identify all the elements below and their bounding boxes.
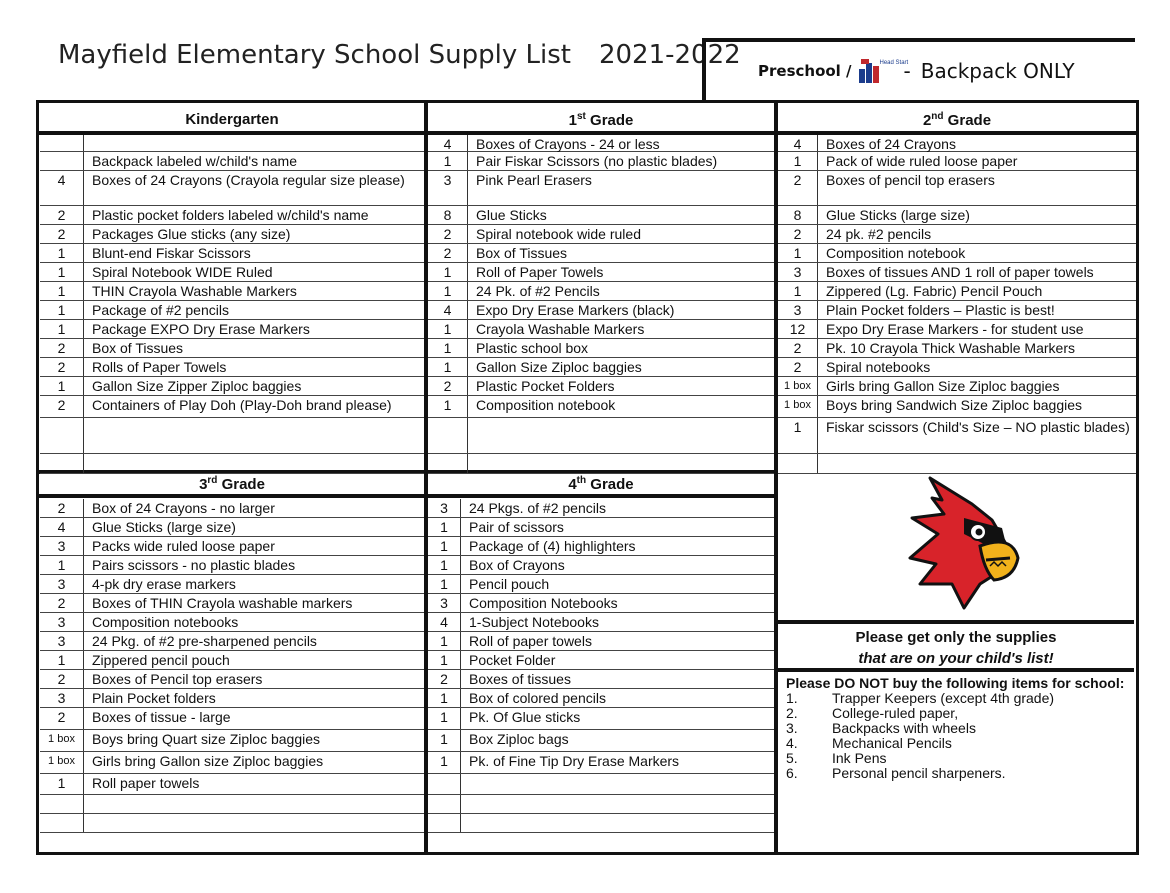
item-description: Package of #2 pencils bbox=[92, 302, 229, 318]
grade2-header: 2nd Grade bbox=[922, 111, 992, 129]
list-item bbox=[428, 537, 774, 556]
item-description: Boxes of pencil top erasers bbox=[826, 172, 995, 188]
item-quantity: 4 bbox=[428, 135, 468, 151]
grade3-header: 3rd Grade bbox=[199, 475, 265, 493]
item-description: Composition notebook bbox=[476, 397, 616, 413]
list-item bbox=[40, 575, 424, 594]
item-quantity: 3 bbox=[778, 263, 818, 281]
item-text: Personal pencil sharpeners. bbox=[832, 765, 1006, 781]
list-item bbox=[428, 670, 774, 689]
preschool-label: Preschool / bbox=[758, 62, 852, 80]
list-item bbox=[778, 320, 1136, 339]
item-description: Spiral notebook wide ruled bbox=[476, 226, 641, 242]
item-quantity bbox=[40, 418, 84, 453]
item-quantity: 3 bbox=[40, 632, 84, 650]
grade3-list bbox=[40, 499, 424, 833]
list-item bbox=[40, 708, 424, 730]
item-quantity: 2 bbox=[778, 358, 818, 376]
item-description: Roll of Paper Towels bbox=[476, 264, 604, 280]
list-item bbox=[40, 377, 424, 396]
item-number: 3. bbox=[786, 720, 798, 736]
item-description: Box Ziploc bags bbox=[469, 731, 569, 747]
list-item bbox=[428, 206, 774, 225]
item-description: Boxes of Pencil top erasers bbox=[92, 671, 263, 687]
item-quantity: 1 box bbox=[40, 730, 84, 751]
preschool-box bbox=[702, 38, 1135, 100]
cardinal-mascot bbox=[902, 474, 1022, 612]
item-description bbox=[468, 454, 774, 455]
item-description: Pair of scissors bbox=[469, 519, 564, 535]
do-not-buy-item bbox=[786, 751, 1131, 766]
list-item bbox=[428, 689, 774, 708]
item-description: Pink Pearl Erasers bbox=[476, 172, 592, 188]
list-item bbox=[40, 670, 424, 689]
item-quantity: 1 bbox=[428, 320, 468, 338]
item-quantity: 1 bbox=[428, 282, 468, 300]
list-item bbox=[778, 418, 1136, 454]
item-quantity: 2 bbox=[428, 225, 468, 243]
item-quantity: 1 bbox=[428, 575, 461, 593]
list-item bbox=[778, 225, 1136, 244]
item-description: Roll paper towels bbox=[92, 775, 200, 791]
list-item bbox=[428, 575, 774, 594]
list-item bbox=[778, 152, 1136, 171]
item-description: THIN Crayola Washable Markers bbox=[92, 283, 297, 299]
item-quantity: 1 box bbox=[778, 377, 818, 395]
item-description: Box of Tissues bbox=[476, 245, 568, 261]
item-description bbox=[84, 814, 424, 815]
list-item bbox=[40, 594, 424, 613]
list-item bbox=[428, 135, 774, 152]
item-quantity bbox=[428, 814, 461, 832]
item-quantity bbox=[40, 795, 84, 813]
item-quantity: 2 bbox=[778, 339, 818, 357]
item-description: Pack of wide ruled loose paper bbox=[826, 153, 1018, 169]
head-start-logo-text: Head Start bbox=[879, 60, 909, 66]
item-description: Composition notebook bbox=[826, 245, 966, 261]
list-item bbox=[40, 537, 424, 556]
item-description: Backpack labeled w/child's name bbox=[92, 153, 298, 169]
item-description: 24 Pkgs. of #2 pencils bbox=[469, 500, 606, 516]
list-item bbox=[778, 339, 1136, 358]
item-description: Spiral notebooks bbox=[826, 359, 931, 375]
item-description: Boxes of THIN Crayola washable markers bbox=[92, 595, 353, 611]
list-item bbox=[428, 282, 774, 301]
item-description: 4-pk dry erase markers bbox=[92, 576, 236, 592]
list-item bbox=[40, 418, 424, 454]
item-quantity bbox=[40, 814, 84, 832]
item-quantity: 1 bbox=[428, 518, 461, 536]
item-quantity: 1 bbox=[428, 396, 468, 417]
head-start-logo bbox=[858, 57, 909, 85]
list-item bbox=[40, 814, 424, 833]
item-quantity: 1 bbox=[40, 556, 84, 574]
grade2-list bbox=[778, 135, 1136, 474]
item-description: Boys bring Sandwich Size Ziploc baggies bbox=[826, 397, 1083, 413]
item-quantity: 1 bbox=[40, 774, 84, 794]
item-description bbox=[818, 454, 1136, 455]
item-text: College-ruled paper, bbox=[832, 705, 959, 721]
item-description: Box of Crayons bbox=[469, 557, 565, 573]
list-item bbox=[428, 358, 774, 377]
list-item bbox=[428, 418, 774, 454]
do-not-buy-item bbox=[786, 691, 1131, 706]
item-description: Spiral Notebook WIDE Ruled bbox=[92, 264, 273, 280]
list-item bbox=[428, 396, 774, 418]
item-text: Ink Pens bbox=[832, 750, 887, 766]
list-item bbox=[428, 651, 774, 670]
item-quantity: 2 bbox=[428, 670, 461, 688]
list-item bbox=[40, 301, 424, 320]
item-description: Plastic pocket folders labeled w/child's name bbox=[92, 207, 369, 223]
item-description: 1-Subject Notebooks bbox=[469, 614, 599, 630]
list-item bbox=[40, 396, 424, 418]
list-item bbox=[428, 795, 774, 814]
item-quantity: 2 bbox=[40, 594, 84, 612]
item-quantity: 2 bbox=[40, 708, 84, 729]
item-description: Expo Dry Erase Markers (black) bbox=[476, 302, 675, 318]
item-quantity: 3 bbox=[428, 171, 468, 205]
item-description: Roll of paper towels bbox=[469, 633, 592, 649]
grade1-header: 1st Grade bbox=[568, 111, 634, 129]
item-description: Packs wide ruled loose paper bbox=[92, 538, 275, 554]
item-quantity: 2 bbox=[40, 358, 84, 376]
list-item bbox=[428, 320, 774, 339]
do-not-buy-item bbox=[786, 766, 1131, 781]
item-description: Plain Pocket folders – Plastic is best! bbox=[826, 302, 1055, 318]
item-quantity: 4 bbox=[778, 135, 818, 151]
item-description bbox=[461, 795, 774, 796]
list-item bbox=[778, 454, 1136, 474]
list-item bbox=[428, 152, 774, 171]
item-description: Plain Pocket folders bbox=[92, 690, 216, 706]
item-description bbox=[84, 795, 424, 796]
list-item bbox=[40, 244, 424, 263]
list-item bbox=[40, 689, 424, 708]
item-quantity: 1 bbox=[40, 301, 84, 319]
kindergarten-header: Kindergarten bbox=[185, 111, 279, 128]
item-description: Boys bring Quart size Ziploc baggies bbox=[92, 731, 320, 747]
item-description: Boxes of tissues AND 1 roll of paper towels bbox=[826, 264, 1094, 280]
item-quantity: 2 bbox=[428, 377, 468, 395]
list-item bbox=[428, 499, 774, 518]
item-quantity: 1 bbox=[428, 689, 461, 707]
title-text: Mayfield Elementary School Supply List bbox=[58, 40, 571, 70]
item-quantity: 2 bbox=[40, 339, 84, 357]
item-description: Pocket Folder bbox=[469, 652, 556, 668]
item-description: 24 Pkg. of #2 pre-sharpened pencils bbox=[92, 633, 317, 649]
item-quantity: 1 bbox=[428, 651, 461, 669]
item-quantity: 1 bbox=[428, 632, 461, 650]
item-quantity: 1 bbox=[40, 320, 84, 338]
item-description: Rolls of Paper Towels bbox=[92, 359, 227, 375]
list-item bbox=[40, 358, 424, 377]
item-description: Packages Glue sticks (any size) bbox=[92, 226, 291, 242]
list-item bbox=[40, 152, 424, 171]
list-item bbox=[778, 206, 1136, 225]
item-quantity: 3 bbox=[40, 575, 84, 593]
item-quantity: 2 bbox=[428, 244, 468, 262]
item-quantity: 1 bbox=[778, 418, 818, 453]
grade4-header: 4th Grade bbox=[568, 475, 634, 493]
item-description: Package of (4) highlighters bbox=[469, 538, 636, 554]
item-description: Gallon Size Zipper Ziploc baggies bbox=[92, 378, 302, 394]
item-quantity: 1 bbox=[778, 282, 818, 300]
list-item bbox=[40, 454, 424, 474]
item-quantity: 4 bbox=[40, 171, 84, 205]
item-quantity: 1 bbox=[778, 244, 818, 262]
item-description: Gallon Size Ziploc baggies bbox=[476, 359, 642, 375]
item-description: Box of colored pencils bbox=[469, 690, 606, 706]
item-quantity: 4 bbox=[428, 301, 468, 319]
item-quantity: 1 bbox=[428, 537, 461, 555]
item-text: Trapper Keepers (except 4th grade) bbox=[832, 690, 1055, 706]
item-description: Pk. Of Glue sticks bbox=[469, 709, 581, 725]
list-item bbox=[428, 339, 774, 358]
item-description: Box of Tissues bbox=[92, 340, 184, 356]
item-description: Crayola Washable Markers bbox=[476, 321, 645, 337]
item-description: Package EXPO Dry Erase Markers bbox=[92, 321, 310, 337]
item-quantity: 1 bbox=[428, 708, 461, 729]
item-quantity: 1 bbox=[428, 752, 461, 773]
list-item bbox=[778, 135, 1136, 152]
item-quantity: 2 bbox=[40, 206, 84, 224]
list-item bbox=[428, 814, 774, 833]
item-description: Composition Notebooks bbox=[469, 595, 618, 611]
item-number: 4. bbox=[786, 735, 798, 751]
item-description: Boxes of 24 Crayons (Crayola regular size please) bbox=[92, 172, 405, 188]
list-item bbox=[778, 396, 1136, 418]
item-quantity: 2 bbox=[40, 396, 84, 417]
item-quantity: 2 bbox=[40, 499, 84, 517]
item-description: Pk. of Fine Tip Dry Erase Markers bbox=[469, 753, 680, 769]
item-quantity: 1 bbox=[428, 358, 468, 376]
list-item bbox=[428, 613, 774, 632]
item-description: Plastic Pocket Folders bbox=[476, 378, 615, 394]
item-description: Girls bring Gallon Size Ziploc baggies bbox=[826, 378, 1060, 394]
item-quantity: 1 bbox=[778, 152, 818, 170]
item-quantity: 4 bbox=[428, 613, 461, 631]
list-item bbox=[428, 518, 774, 537]
item-description: 24 Pk. of #2 Pencils bbox=[476, 283, 600, 299]
item-description: Boxes of Crayons - 24 or less bbox=[476, 136, 660, 152]
item-quantity: 8 bbox=[778, 206, 818, 224]
item-number: 6. bbox=[786, 765, 798, 781]
item-description: Plastic school box bbox=[476, 340, 589, 356]
list-item bbox=[778, 377, 1136, 396]
item-quantity: 1 bbox=[40, 263, 84, 281]
item-quantity: 3 bbox=[778, 301, 818, 319]
preschool-dash: - bbox=[903, 59, 911, 83]
item-quantity bbox=[428, 454, 468, 473]
item-quantity: 3 bbox=[40, 537, 84, 555]
list-item bbox=[40, 632, 424, 651]
item-quantity bbox=[778, 454, 818, 473]
item-description: 24 pk. #2 pencils bbox=[826, 226, 932, 242]
item-description bbox=[461, 774, 774, 775]
list-item bbox=[428, 708, 774, 730]
item-number: 1. bbox=[786, 690, 798, 706]
item-quantity: 1 bbox=[428, 152, 468, 170]
list-item bbox=[40, 171, 424, 206]
item-quantity bbox=[428, 418, 468, 453]
list-item bbox=[40, 206, 424, 225]
item-description: Girls bring Gallon size Ziploc baggies bbox=[92, 753, 324, 769]
item-quantity: 1 bbox=[428, 339, 468, 357]
page-title bbox=[58, 40, 741, 70]
item-description: Containers of Play Doh (Play-Doh brand please) bbox=[92, 397, 392, 413]
list-item bbox=[778, 358, 1136, 377]
list-item bbox=[40, 263, 424, 282]
item-description: Zippered pencil pouch bbox=[92, 652, 230, 668]
item-quantity: 2 bbox=[778, 225, 818, 243]
item-quantity: 3 bbox=[428, 499, 461, 517]
item-description: Blunt-end Fiskar Scissors bbox=[92, 245, 251, 261]
do-not-buy-list bbox=[786, 676, 1131, 781]
list-item bbox=[428, 171, 774, 206]
item-description: Pencil pouch bbox=[469, 576, 550, 592]
item-description: Pk. 10 Crayola Thick Washable Markers bbox=[826, 340, 1075, 356]
list-item bbox=[778, 171, 1136, 206]
item-quantity bbox=[40, 152, 84, 170]
do-not-buy-item bbox=[786, 706, 1131, 721]
school-year: 2021-2022 bbox=[598, 40, 741, 70]
item-description bbox=[84, 135, 424, 136]
notice-line-2: that are on your child's list! bbox=[858, 650, 1054, 667]
item-description: Boxes of tissue - large bbox=[92, 709, 231, 725]
item-quantity: 1 bbox=[40, 244, 84, 262]
list-item bbox=[428, 301, 774, 320]
list-item bbox=[428, 774, 774, 795]
list-item bbox=[40, 795, 424, 814]
item-quantity: 3 bbox=[40, 689, 84, 707]
item-description bbox=[468, 418, 774, 419]
do-not-buy-item bbox=[786, 736, 1131, 751]
item-description bbox=[84, 454, 424, 455]
item-quantity: 2 bbox=[40, 670, 84, 688]
list-item bbox=[428, 556, 774, 575]
grade1-list bbox=[428, 135, 774, 474]
list-item bbox=[778, 301, 1136, 320]
item-description bbox=[461, 814, 774, 815]
item-quantity bbox=[40, 454, 84, 473]
item-quantity: 1 bbox=[40, 377, 84, 395]
item-description: Glue Sticks (large size) bbox=[92, 519, 236, 535]
item-quantity: 8 bbox=[428, 206, 468, 224]
item-quantity: 1 bbox=[40, 282, 84, 300]
item-quantity: 1 bbox=[428, 556, 461, 574]
list-item bbox=[428, 225, 774, 244]
list-item bbox=[40, 613, 424, 632]
item-quantity: 2 bbox=[40, 225, 84, 243]
list-item bbox=[40, 651, 424, 670]
notice-line-1: Please get only the supplies bbox=[855, 629, 1057, 646]
item-quantity: 1 bbox=[428, 263, 468, 281]
list-item bbox=[428, 244, 774, 263]
do-not-buy-item bbox=[786, 721, 1131, 736]
item-number: 5. bbox=[786, 750, 798, 766]
item-quantity: 4 bbox=[40, 518, 84, 536]
list-item bbox=[40, 225, 424, 244]
item-description: Composition notebooks bbox=[92, 614, 239, 630]
item-description: Glue Sticks bbox=[476, 207, 547, 223]
item-quantity: 3 bbox=[40, 613, 84, 631]
item-description: Boxes of tissues bbox=[469, 671, 571, 687]
list-item bbox=[778, 282, 1136, 301]
item-quantity: 1 bbox=[428, 730, 461, 751]
list-item bbox=[40, 282, 424, 301]
preschool-note: Backpack ONLY bbox=[920, 59, 1075, 83]
list-item bbox=[428, 594, 774, 613]
do-not-buy-heading: Please DO NOT buy the following items for school: bbox=[786, 675, 1125, 691]
item-description: Pair Fiskar Scissors (no plastic blades) bbox=[476, 153, 718, 169]
item-quantity bbox=[40, 135, 84, 151]
list-item bbox=[40, 556, 424, 575]
list-item bbox=[428, 730, 774, 752]
list-item bbox=[40, 752, 424, 774]
item-text: Mechanical Pencils bbox=[832, 735, 952, 751]
item-description: Expo Dry Erase Markers - for student use bbox=[826, 321, 1084, 337]
list-item bbox=[40, 320, 424, 339]
item-text: Backpacks with wheels bbox=[832, 720, 976, 736]
grade4-list bbox=[428, 499, 774, 833]
item-description: Box of 24 Crayons - no larger bbox=[92, 500, 275, 516]
item-quantity bbox=[428, 774, 461, 794]
list-item bbox=[428, 377, 774, 396]
item-quantity: 1 box bbox=[778, 396, 818, 417]
item-description: Pairs scissors - no plastic blades bbox=[92, 557, 296, 573]
list-item bbox=[428, 632, 774, 651]
item-description: Fiskar scissors (Child's Size – NO plastic blades) bbox=[826, 419, 1130, 435]
list-item bbox=[428, 454, 774, 474]
item-description: Zippered (Lg. Fabric) Pencil Pouch bbox=[826, 283, 1043, 299]
header-rule bbox=[38, 494, 776, 498]
list-item bbox=[40, 135, 424, 152]
list-item bbox=[428, 752, 774, 774]
item-quantity: 2 bbox=[778, 171, 818, 205]
item-quantity bbox=[428, 795, 461, 813]
list-item bbox=[778, 244, 1136, 263]
item-quantity: 1 box bbox=[40, 752, 84, 773]
list-item bbox=[40, 730, 424, 752]
list-item bbox=[778, 263, 1136, 282]
item-quantity: 1 bbox=[40, 651, 84, 669]
kindergarten-list bbox=[40, 135, 424, 474]
list-item bbox=[40, 518, 424, 537]
item-number: 2. bbox=[786, 705, 798, 721]
list-item bbox=[40, 499, 424, 518]
item-quantity: 12 bbox=[778, 320, 818, 338]
item-quantity: 3 bbox=[428, 594, 461, 612]
list-item bbox=[40, 339, 424, 358]
list-item bbox=[428, 263, 774, 282]
supplies-notice bbox=[778, 620, 1134, 672]
item-description: Glue Sticks (large size) bbox=[826, 207, 970, 223]
item-description bbox=[84, 418, 424, 419]
item-description: Boxes of 24 Crayons bbox=[826, 136, 956, 152]
list-item bbox=[40, 774, 424, 795]
